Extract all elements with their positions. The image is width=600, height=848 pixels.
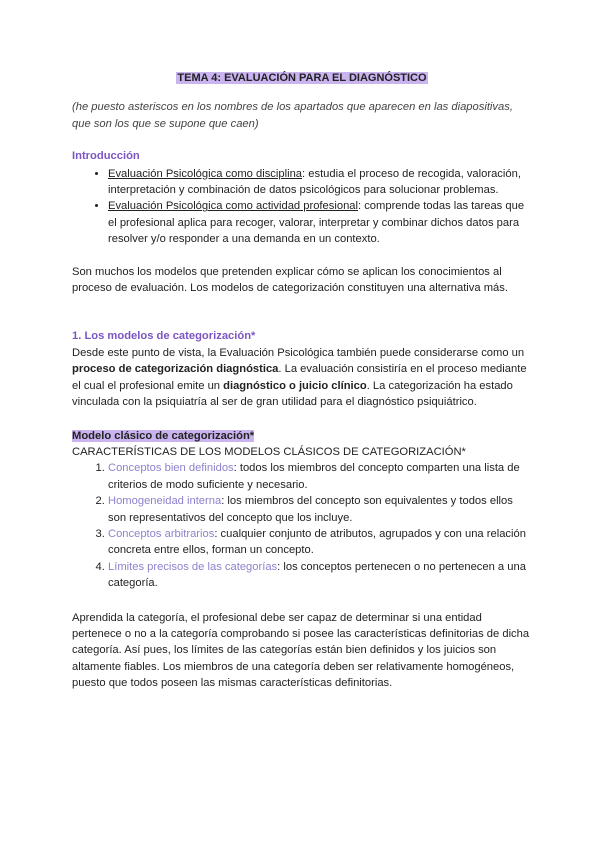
item-term: Conceptos arbitrarios [108,527,215,540]
list-item [108,526,532,559]
text-run: Desde este punto de vista, la Evaluación Psicológica también puede considerarse como un [72,346,525,359]
characteristics-list [72,460,532,591]
list-item [108,559,532,592]
item-term: Conceptos bien definidos [108,462,234,475]
item-term: Homogeneidad interna [108,495,222,508]
bullet-text: : estudia el proceso de recogida, valoración, interpretación y combinación de datos psicológicos para solucionar problemas. [108,167,521,197]
list-item [108,198,532,247]
subtitle-note: (he puesto asteriscos en los nombres de los apartados que aparecen en las diapositivas, que son los que se supone que caen) [72,101,513,130]
document-title [72,70,532,86]
item-term: Límites precisos de las categorías [108,560,278,573]
intro-heading: Introducción [72,150,140,163]
item-text: : todos los miembros del concepto comparten una lista de criterios de modo suficiente y necesario. [108,462,520,491]
list-item [108,166,532,199]
title-highlight: TEMA 4: EVALUACIÓN PARA EL DIAGNÓSTICO [177,72,427,84]
item-text: : cualquier conjunto de atributos, agrupados y con una relación concreta entre ellos, forman un concepto. [108,527,526,557]
intro-bullet-list [72,166,532,248]
bullet-term: Evaluación Psicológica como disciplina [108,167,303,180]
bullet-text: : comprende todas las tareas que el profesional aplica para recoger, valorar, interpretar y combinar dichos datos para resolver y/o responder a una demanda en un contexto. [108,200,525,246]
section2-heading: Modelo clásico de categorización* [72,429,255,442]
bullet-term: Evaluación Psicológica como actividad profesional [108,200,358,213]
item-text: : los conceptos pertenecen o no pertenecen a una categoría. [108,560,526,590]
section-classic-model [72,428,532,692]
section1-heading: 1. Los modelos de categorización* [72,330,256,343]
list-item [108,493,532,526]
section2-subheading: CARACTERÍSTICAS DE LOS MODELOS CLÁSICOS DE CATEGORIZACIÓN* [72,445,466,458]
section1-paragraph [72,345,532,411]
intro-paragraph: Son muchos los modelos que pretenden explicar cómo se aplican los conocimientos al proceso de evaluación. Los modelos de categorización constituyen una alternativa más. [72,265,508,295]
section2-paragraph: Aprendida la categoría, el profesional debe ser capaz de determinar si una entidad pertenece o no a la categoría comprobando si posee las características definitorias de dicha categoría. Así pues, los límites de las categorías están bien definidos y los juicios son altamente fiables. Los miembros de una categoría deben ser relativamente homogéneos, puesto que todos poseen las mismas características definitorias. [72,611,530,690]
bold-term: proceso de categorización diagnóstica [72,363,279,376]
section-categorization-models [72,328,532,410]
document-page [72,70,532,692]
list-item [108,460,532,493]
item-text: : los miembros del concepto son equivalentes y todos ellos son representativos del concepto que los incluye. [108,495,513,524]
bold-term: diagnóstico o juicio clínico [223,379,367,392]
text-run: . La categorización ha estado vinculada con la psiquiatría al ser de gran utilidad para el diagnóstico psiquiátrico. [72,379,513,409]
text-run: . La evaluación consistiría en el proceso mediante el cual el profesional emite un [72,363,527,392]
